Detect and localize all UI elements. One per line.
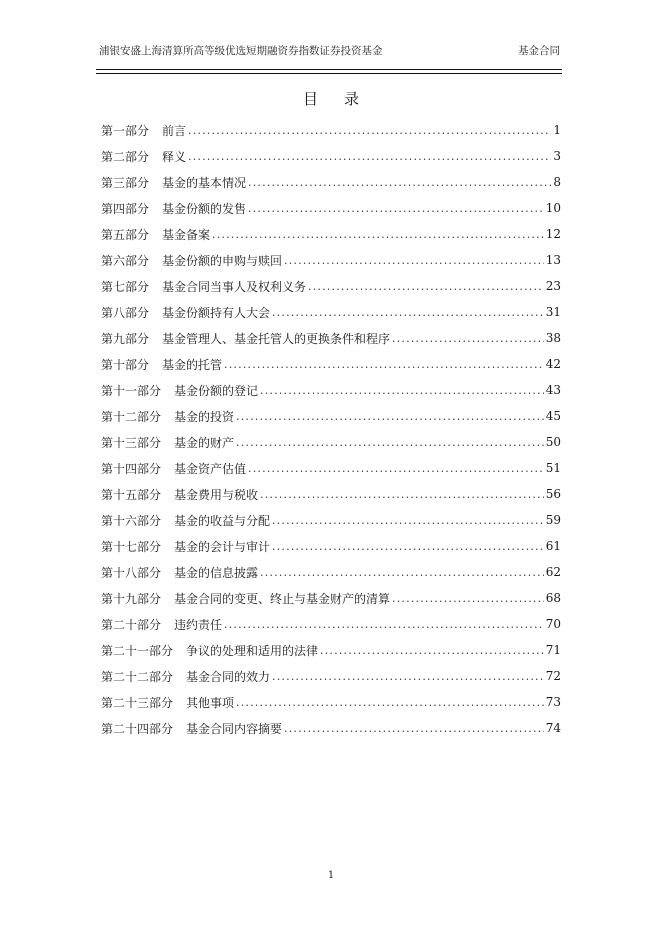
toc-part-number: 第二十三部分 (101, 695, 174, 710)
toc-entry[interactable] (101, 637, 561, 663)
toc-page-number: 8 (553, 175, 561, 189)
toc-part-number: 第十一部分 (101, 383, 162, 398)
toc-section-title: 基金管理人、基金托管人的更换条件和程序 (162, 331, 391, 346)
toc-section-title: 释义 (162, 149, 187, 164)
toc-entry[interactable] (101, 455, 561, 481)
toc-part-number: 第十四部分 (101, 461, 162, 476)
toc-section-title: 违约责任 (174, 617, 223, 632)
toc-section-title: 基金合同的变更、终止与基金财产的清算 (174, 591, 391, 606)
toc-dot-leader (248, 176, 551, 189)
toc-page-number: 1 (553, 123, 561, 137)
toc-entry[interactable] (101, 429, 561, 455)
toc-entry[interactable] (101, 247, 561, 273)
toc-part-number: 第七部分 (101, 279, 150, 294)
toc-part-number: 第十九部分 (101, 591, 162, 606)
header-rule-thin (96, 73, 562, 74)
toc-dot-leader (248, 202, 544, 215)
toc-part-number: 第五部分 (101, 227, 150, 242)
toc-part-number: 第四部分 (101, 201, 150, 216)
toc-section-title: 其他事项 (186, 695, 235, 710)
toc-part-number: 第十五部分 (101, 487, 162, 502)
toc-page-number: 42 (545, 357, 561, 371)
toc-page-number: 61 (545, 539, 561, 553)
toc-section-title: 基金份额的发售 (162, 201, 247, 216)
toc-entry[interactable] (101, 169, 561, 195)
toc-page-number: 71 (545, 643, 561, 657)
toc-entry[interactable] (101, 273, 561, 299)
toc-dot-leader (224, 618, 544, 631)
toc-entry[interactable] (101, 221, 561, 247)
toc-section-title: 基金的会计与审计 (174, 539, 271, 554)
toc-page-number: 72 (545, 669, 561, 683)
toc-part-number: 第二十四部分 (101, 721, 174, 736)
toc-part-number: 第二部分 (101, 149, 150, 164)
toc-part-number: 第八部分 (101, 305, 150, 320)
toc-dot-leader (188, 150, 551, 163)
toc-dot-leader (236, 436, 544, 449)
toc-section-title: 基金的托管 (162, 357, 223, 372)
toc-section-title: 基金的收益与分配 (174, 513, 271, 528)
toc-entry[interactable] (101, 481, 561, 507)
toc-dot-leader (260, 566, 544, 579)
toc-part-number: 第三部分 (101, 175, 150, 190)
toc-dot-leader (272, 514, 544, 527)
toc-entry[interactable] (101, 117, 561, 143)
toc-section-title: 基金合同内容摘要 (186, 721, 283, 736)
toc-page-number: 43 (545, 383, 561, 397)
toc-dot-leader (212, 228, 544, 241)
header-fund-name: 浦银安盛上海清算所高等级优选短期融资券指数证券投资基金 (99, 45, 383, 57)
toc-section-title: 基金合同当事人及权利义务 (162, 279, 307, 294)
toc-page-number: 45 (545, 409, 561, 423)
toc-entry[interactable] (101, 559, 561, 585)
toc-dot-leader (272, 540, 544, 553)
header-doc-type: 基金合同 (518, 45, 560, 57)
toc-page-number: 13 (545, 253, 561, 267)
toc-page-number: 59 (545, 513, 561, 527)
toc-section-title: 基金份额的登记 (174, 383, 259, 398)
toc-section-title: 基金费用与税收 (174, 487, 259, 502)
toc-section-title: 基金的信息披露 (174, 565, 259, 580)
toc-page-number: 31 (545, 305, 561, 319)
toc-page-number: 10 (545, 201, 561, 215)
toc-entry[interactable] (101, 533, 561, 559)
toc-part-number: 第二十一部分 (101, 643, 174, 658)
toc-page-number: 62 (545, 565, 561, 579)
toc-section-title: 前言 (162, 123, 187, 138)
toc-dot-leader (272, 670, 544, 683)
toc-dot-leader (260, 488, 544, 501)
toc-page-number: 56 (545, 487, 561, 501)
toc-entry[interactable] (101, 377, 561, 403)
toc-dot-leader (236, 696, 544, 709)
toc-entry[interactable] (101, 143, 561, 169)
toc-entry[interactable] (101, 585, 561, 611)
toc-section-title: 争议的处理和适用的法律 (186, 643, 319, 658)
toc-entry[interactable] (101, 507, 561, 533)
toc-part-number: 第十二部分 (101, 409, 162, 424)
toc-dot-leader (248, 462, 544, 475)
toc-page-number: 73 (545, 695, 561, 709)
toc-page-number: 50 (545, 435, 561, 449)
toc-entry[interactable] (101, 611, 561, 637)
toc-dot-leader (308, 280, 544, 293)
toc-dot-leader (188, 124, 551, 137)
toc-page-number: 23 (545, 279, 561, 293)
toc-page-number: 74 (545, 721, 561, 735)
toc-section-title: 基金份额的申购与赎回 (162, 253, 283, 268)
toc-dot-leader (224, 358, 544, 371)
toc-section-title: 基金的基本情况 (162, 175, 247, 190)
toc-page-number: 3 (553, 149, 561, 163)
toc-part-number: 第二十二部分 (101, 669, 174, 684)
toc-part-number: 第十三部分 (101, 435, 162, 450)
toc-page-number: 68 (545, 591, 561, 605)
toc-section-title: 基金份额持有人大会 (162, 305, 271, 320)
table-of-contents (101, 117, 561, 741)
toc-title: 目录 (302, 90, 385, 108)
toc-entry[interactable] (101, 325, 561, 351)
toc-section-title: 基金的财产 (174, 435, 235, 450)
toc-page-number: 12 (545, 227, 561, 241)
toc-dot-leader (272, 306, 544, 319)
header-rule-thick (96, 69, 562, 70)
toc-entry[interactable] (101, 663, 561, 689)
toc-part-number: 第九部分 (101, 331, 150, 346)
toc-entry[interactable] (101, 299, 561, 325)
toc-dot-leader (236, 410, 544, 423)
toc-section-title: 基金合同的效力 (186, 669, 271, 684)
toc-section-title: 基金的投资 (174, 409, 235, 424)
page-header (99, 44, 560, 58)
toc-entry[interactable] (101, 403, 561, 429)
toc-entry[interactable] (101, 195, 561, 221)
toc-page-number: 38 (545, 331, 561, 345)
page-number: 1 (327, 870, 335, 881)
toc-part-number: 第十八部分 (101, 565, 162, 580)
toc-dot-leader (392, 332, 544, 345)
toc-section-title: 基金资产估值 (174, 461, 247, 476)
toc-dot-leader (320, 644, 544, 657)
toc-dot-leader (284, 254, 544, 267)
toc-dot-leader (260, 384, 544, 397)
toc-part-number: 第六部分 (101, 253, 150, 268)
toc-dot-leader (392, 592, 544, 605)
toc-page-number: 70 (545, 617, 561, 631)
toc-part-number: 第十部分 (101, 357, 150, 372)
toc-section-title: 基金备案 (162, 227, 211, 242)
toc-page-number: 51 (545, 461, 561, 475)
toc-entry[interactable] (101, 715, 561, 741)
toc-entry[interactable] (101, 351, 561, 377)
toc-part-number: 第十六部分 (101, 513, 162, 528)
toc-entry[interactable] (101, 689, 561, 715)
toc-dot-leader (284, 722, 544, 735)
toc-part-number: 第二十部分 (101, 617, 162, 632)
toc-part-number: 第一部分 (101, 123, 150, 138)
toc-part-number: 第十七部分 (101, 539, 162, 554)
